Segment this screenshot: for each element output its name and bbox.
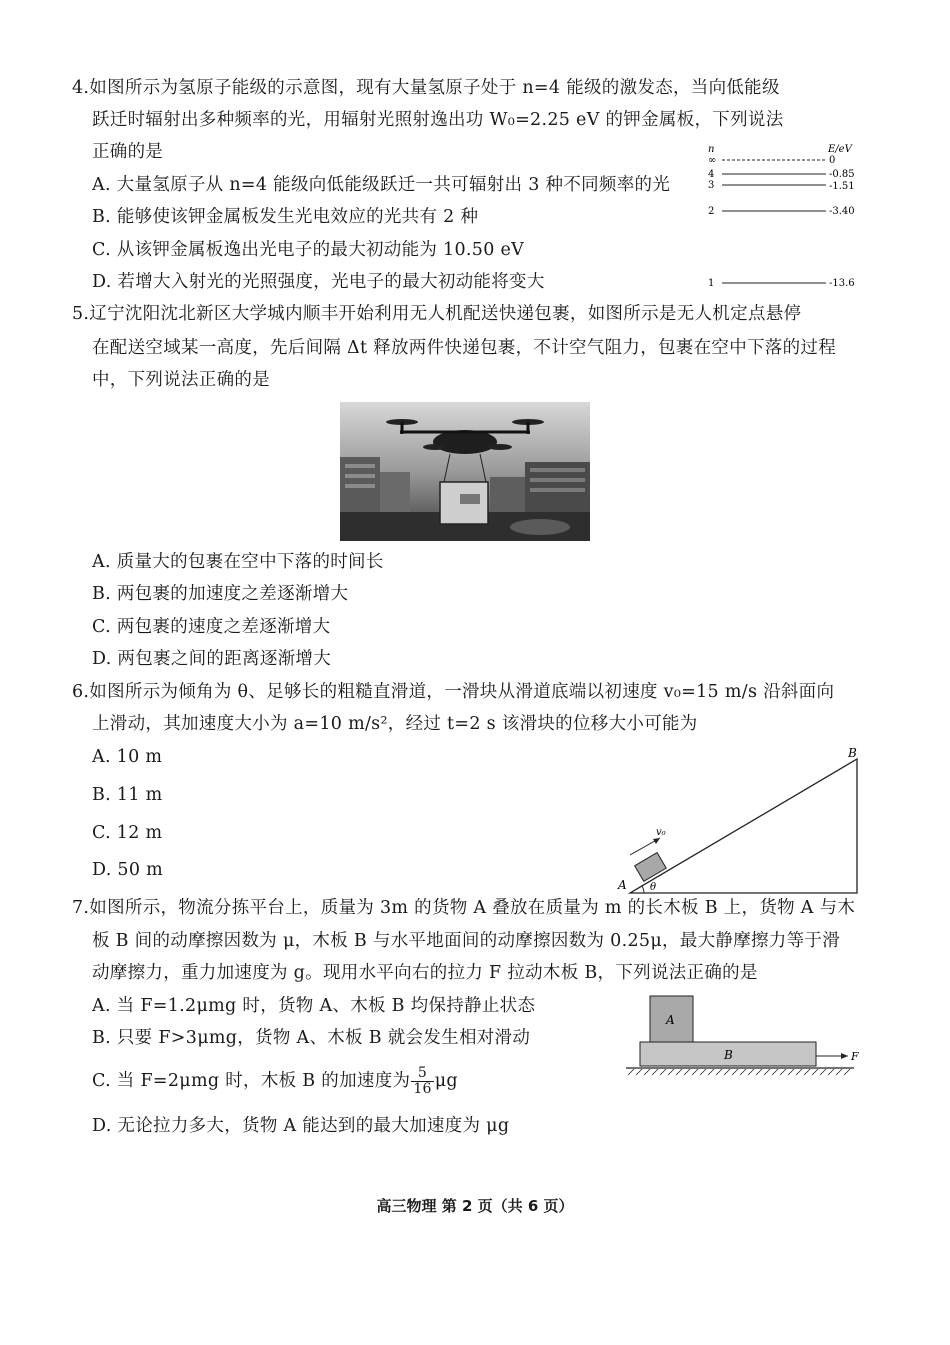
level-inf-e: 0 — [829, 155, 836, 166]
level-1-n: 1 — [708, 278, 715, 289]
q4-option-b: B. 能够使该钾金属板发生光电效应的光共有 2 种 — [92, 207, 479, 227]
point-b-label: B — [848, 746, 857, 760]
energy-axis-label: E/eV — [828, 144, 852, 155]
fraction-numerator: 5 — [411, 1066, 433, 1082]
q6-option-a: A. 10 m — [92, 747, 163, 767]
q4-line-1: 4.如图所示为氢原子能级的示意图，现有大量氢原子处于 n=4 能级的激发态，当向低能级 — [72, 78, 780, 98]
q7-line-3: 动摩擦力，重力加速度为 g。现用水平向右的拉力 F 拉动木板 B，下列说法正确的是 — [92, 963, 758, 983]
q5-option-a: A. 质量大的包裹在空中下落的时间长 — [92, 552, 384, 572]
level-2-e: -3.40 — [829, 206, 855, 217]
q7-option-c — [92, 1066, 458, 1097]
q7-line-2: 板 B 间的动摩擦因数为 μ，木板 B 与水平地面间的动摩擦因数为 0.25μ，最大静摩擦力等于滑 — [92, 931, 841, 951]
q6-line-1: 6.如图所示为倾角为 θ、足够长的粗糙直滑道，一滑块从滑道底端以初速度 v₀=15 m/s 沿斜面向 — [72, 682, 835, 702]
incline-diagram — [610, 745, 870, 900]
level-3-n: 3 — [708, 180, 715, 191]
q4-option-d: D. 若增大入射光的光照强度，光电子的最大初动能将变大 — [92, 272, 545, 292]
fraction — [411, 1066, 433, 1097]
q7-option-c-text: C. 当 F=2μmg 时，木板 B 的加速度为 — [92, 1071, 411, 1091]
q7-option-d: D. 无论拉力多大，货物 A 能达到的最大加速度为 μg — [92, 1116, 510, 1136]
level-4-e: -0.85 — [829, 169, 855, 180]
level-inf-n: ∞ — [708, 155, 717, 166]
q4-option-c: C. 从该钾金属板逸出光电子的最大初动能为 10.50 eV — [92, 240, 525, 260]
q7-line-1: 7.如图所示，物流分拣平台上，质量为 3m 的货物 A 叠放在质量为 m 的长木板 B 上，货物 A 与木 — [72, 898, 856, 918]
angle-theta-label: θ — [650, 882, 657, 893]
q5-option-d: D. 两包裹之间的距离逐渐增大 — [92, 649, 332, 669]
q4-line-3: 正确的是 — [92, 142, 164, 162]
level-3-e: -1.51 — [829, 181, 855, 192]
q4-option-a: A. 大量氢原子从 n=4 能级向低能级跃迁一共可辐射出 3 种不同频率的光 — [92, 175, 671, 195]
point-a-label: A — [618, 878, 627, 892]
q7-option-c-unit: μg — [434, 1071, 458, 1091]
level-4-n: 4 — [708, 169, 715, 180]
q5-line-3: 中，下列说法正确的是 — [92, 370, 270, 390]
level-1-e: -13.6 — [829, 278, 855, 289]
q7-option-a: A. 当 F=1.2μmg 时，货物 A、木板 B 均保持静止状态 — [92, 996, 536, 1016]
q5-option-c: C. 两包裹的速度之差逐渐增大 — [92, 617, 331, 637]
q6-option-b: B. 11 m — [92, 785, 163, 805]
q7-option-b: B. 只要 F>3μmg，货物 A、木板 B 就会发生相对滑动 — [92, 1028, 531, 1048]
q5-option-b: B. 两包裹的加速度之差逐渐增大 — [92, 584, 349, 604]
board-b-label: B — [724, 1048, 733, 1062]
q6-option-c: C. 12 m — [92, 823, 163, 843]
q4-line-2: 跃迁时辐射出多种频率的光，用辐射光照射逸出功 W₀=2.25 eV 的钾金属板，下列说法 — [92, 110, 784, 130]
q6-option-d: D. 50 m — [92, 860, 164, 880]
velocity-label: v₀ — [656, 827, 666, 838]
fraction-denominator: 16 — [413, 1081, 432, 1097]
q5-line-2: 在配送空域某一高度，先后间隔 Δt 释放两件快递包裹，不计空气阻力，包裹在空中下落的过程 — [92, 338, 836, 358]
force-f-label: F — [851, 1050, 859, 1063]
energy-level-diagram — [700, 140, 870, 295]
slider-block — [635, 853, 667, 882]
q5-line-1: 5.辽宁沈阳沈北新区大学城内顺丰开始利用无人机配送快递包裹，如图所示是无人机定点悬停 — [72, 304, 802, 324]
drone-delivery-photo — [340, 402, 590, 541]
q6-line-2: 上滑动，其加速度大小为 a=10 m/s²，经过 t=2 s 该滑块的位移大小可能为 — [92, 714, 698, 734]
page-footer: 高三物理 第 2 页（共 6 页） — [376, 1197, 574, 1215]
level-2-n: 2 — [708, 206, 715, 217]
cargo-a-label: A — [666, 1013, 675, 1027]
n-axis-label: n — [708, 144, 715, 155]
board-block-diagram — [622, 992, 864, 1082]
